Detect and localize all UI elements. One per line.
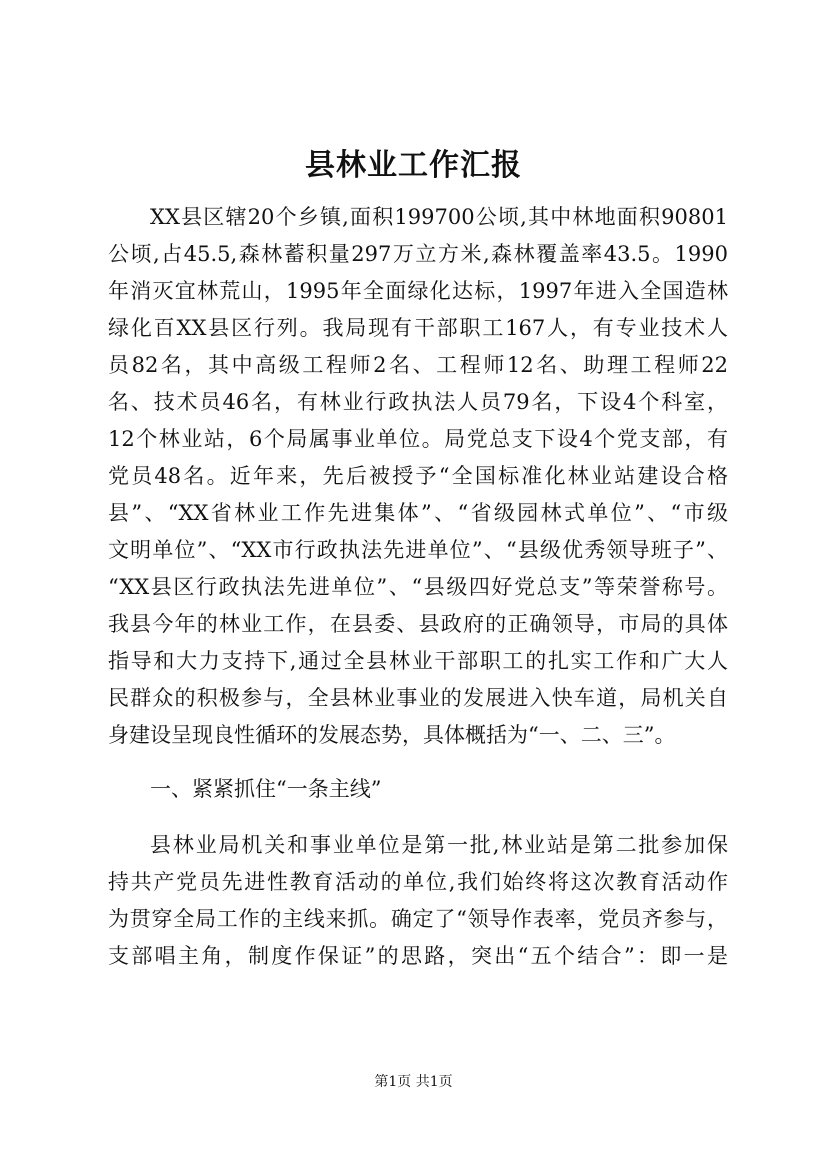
paragraph-line: 县”、“XX省林业工作先进集体”、“省级园林式单位”、“市级 bbox=[108, 501, 728, 525]
paragraph-line: 年消灭宜林荒山，1995年全面绿化达标，1997年进入全国造林 bbox=[108, 279, 728, 303]
paragraph-line: 文明单位”、“XX市行政执法先进单位”、“县级优秀领导班子”、 bbox=[108, 538, 728, 562]
paragraph-line: 县林业局机关和事业单位是第一批,林业站是第二批参加保 bbox=[150, 833, 728, 857]
paragraph-line: 身建设呈现良性循环的发展态势，具体概括为“一、二、三”。 bbox=[108, 723, 676, 747]
paragraph-line: 持共产党员先进性教育活动的单位,我们始终将这次教育活动作 bbox=[108, 870, 728, 894]
page-footer: 第1页 共1页 bbox=[374, 1074, 453, 1090]
paragraph-line: “XX县区行政执法先进单位”、“县级四好党总支”等荣誉称号。 bbox=[108, 575, 728, 599]
paragraph-line: XX县区辖20个乡镇,面积199700公顷,其中林地面积90801 bbox=[150, 205, 728, 229]
paragraph-line: 支部唱主角，制度作保证”的思路，突出“五个结合”：即一是 bbox=[108, 944, 728, 968]
paragraph-line: 员82名，其中高级工程师2名、工程师12名、助理工程师22 bbox=[108, 353, 728, 377]
section-heading: 一、紧紧抓住“一条主线” bbox=[150, 777, 382, 801]
paragraph-line: 绿化百XX县区行列。我局现有干部职工167人，有专业技术人 bbox=[108, 316, 728, 340]
paragraph-line: 指导和大力支持下,通过全县林业干部职工的扎实工作和广大人 bbox=[108, 649, 728, 673]
paragraph-line: 公顷,占45.5,森林蓄积量297万立方米,森林覆盖率43.5。1990 bbox=[108, 242, 728, 266]
paragraph-line: 12个林业站，6个局属事业单位。局党总支下设4个党支部，有 bbox=[108, 427, 728, 451]
paragraph-line: 我县今年的林业工作，在县委、县政府的正确领导，市局的具体 bbox=[108, 612, 728, 636]
document-title: 县林业工作汇报 bbox=[305, 148, 522, 183]
paragraph-line: 为贯穿全局工作的主线来抓。确定了“领导作表率，党员齐参与， bbox=[108, 907, 728, 931]
paragraph-line: 民群众的积极参与，全县林业事业的发展进入快车道，局机关自 bbox=[108, 686, 728, 710]
paragraph-line: 党员48名。近年来，先后被授予“全国标准化林业站建设合格 bbox=[108, 464, 728, 488]
paragraph-line: 名、技术员46名，有林业行政执法人员79名，下设4个科室， bbox=[108, 390, 728, 414]
